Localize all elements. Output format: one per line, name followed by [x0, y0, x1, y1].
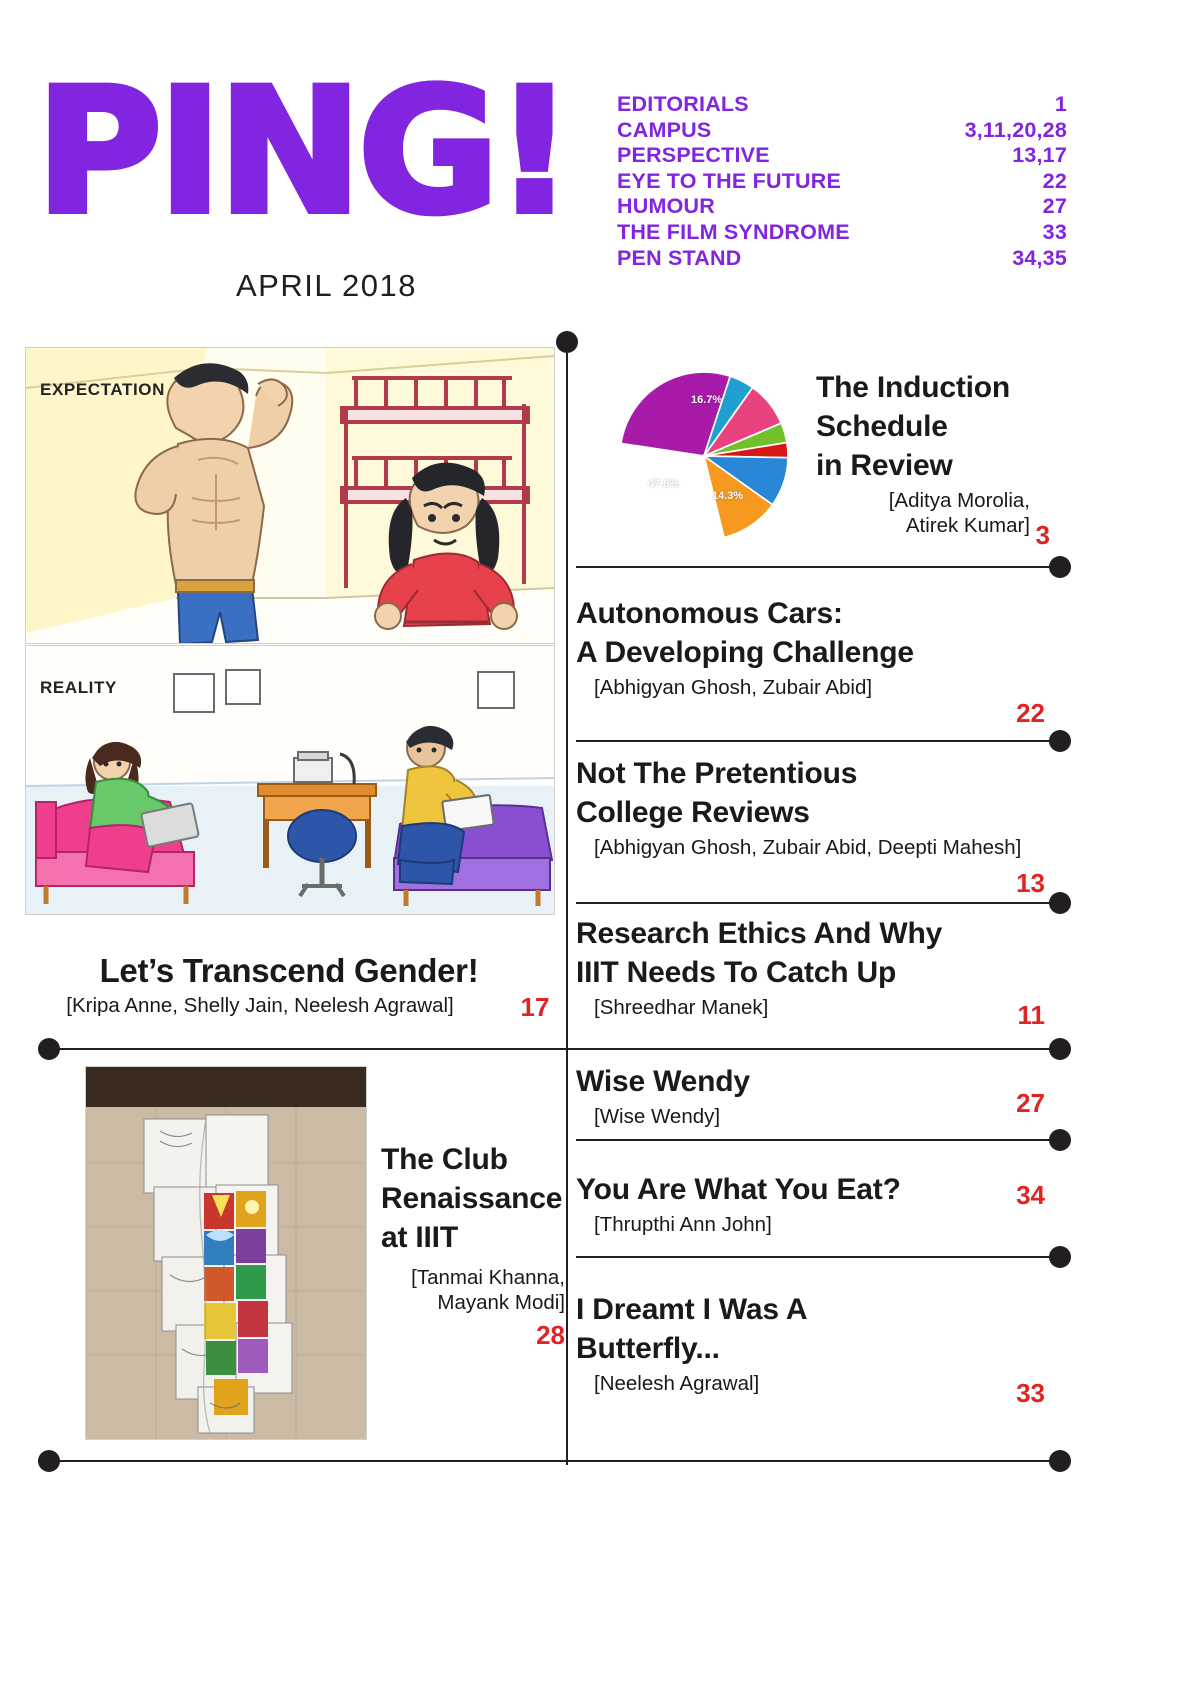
entry-title-line1: Wise Wendy [576, 1065, 750, 1098]
divider-dot [1049, 892, 1071, 914]
toc-row[interactable] [617, 92, 1067, 118]
toc-row[interactable] [617, 246, 1067, 272]
entry-authors: [Abhigyan Ghosh, Zubair Abid, Deepti Mahesh] [594, 836, 1022, 859]
toc-section-pages: 33 [1042, 219, 1067, 244]
entry-title-line1: Autonomous Cars: [576, 597, 843, 630]
divider-dot [1049, 556, 1071, 578]
toc-section-pages: 1 [1054, 92, 1067, 116]
entry-authors: [Neelesh Agrawal] [594, 1372, 760, 1395]
panel-label-reality: REALITY [40, 678, 117, 697]
issue-date: APRIL 2018 [236, 268, 418, 303]
vertical-divider [566, 345, 568, 1465]
entry-page-research-ethics: 11 [1017, 1000, 1045, 1030]
toc-section-name: PERSPECTIVE [617, 143, 770, 168]
toc-section-pages: 34,35 [1012, 245, 1067, 270]
toc-row[interactable] [617, 220, 1067, 246]
section-index [617, 92, 1067, 271]
entry-authors: [Wise Wendy] [594, 1105, 721, 1128]
pie-label-green: 47.6% [648, 478, 680, 490]
illustration-expectation [25, 347, 555, 644]
entry-you-are-what-you-eat[interactable] [576, 1170, 976, 1237]
toc-section-pages: 3,11,20,28 [964, 117, 1067, 142]
entry-title-line2: A Developing Challenge [576, 636, 914, 669]
entry-title-line2: College Reviews [576, 796, 810, 829]
entry-page-induction-schedule: 3 [1035, 520, 1050, 550]
footer-divider [38, 1460, 1061, 1462]
divider-dot [1049, 1129, 1071, 1151]
feature-authors-club [330, 1265, 565, 1315]
toc-section-name: EYE TO THE FUTURE [617, 168, 841, 193]
entry-research-ethics[interactable] [576, 914, 1046, 1020]
chart-induction-pie [578, 368, 806, 544]
entry-wise-wendy[interactable] [576, 1062, 976, 1129]
toc-row[interactable] [617, 118, 1067, 144]
entry-title-line2: Butterfly... [576, 1332, 720, 1365]
toc-section-name: THE FILM SYNDROME [617, 219, 850, 244]
entry-divider [576, 902, 1061, 904]
entry-page-you-are-what-you-eat: 34 [1016, 1180, 1045, 1210]
divider-dot [556, 331, 578, 353]
entry-i-dreamt-i-was-a-butterfly[interactable] [576, 1290, 996, 1396]
entry-induction-schedule[interactable] [816, 368, 1066, 538]
entry-authors-line2: Atirek Kumar] [905, 514, 1030, 537]
ping-logo: PING! [36, 51, 570, 252]
feature-page-gender: 17 [520, 992, 550, 1022]
entry-page-college-reviews: 13 [1016, 868, 1045, 898]
entry-page-autonomous-cars: 22 [1016, 698, 1045, 728]
feature-authors-club-line2: Mayank Modi] [437, 1291, 565, 1314]
feature-title-gender[interactable]: Let’s Transcend Gender! [99, 952, 479, 989]
feature-authors-club-line1: [Tanmai Khanna, [411, 1266, 565, 1289]
feature-title-club[interactable]: The Club Renaissance at IIIT [381, 1143, 563, 1254]
toc-section-pages: 22 [1042, 168, 1067, 193]
entry-title-line1: Research Ethics And Why [576, 917, 943, 950]
toc-section-name: HUMOUR [617, 194, 715, 219]
pie-label-orange: 14.3% [712, 490, 744, 502]
entry-title-line1: You Are What You Eat? [576, 1173, 901, 1206]
panel-label-expectation: EXPECTATION [40, 380, 165, 399]
entry-title-line2: IIIT Needs To Catch Up [576, 956, 897, 989]
entry-divider [576, 740, 1061, 742]
toc-section-name: CAMPUS [617, 117, 712, 142]
divider-dot [38, 1038, 60, 1060]
entry-authors: [Thrupthi Ann John] [594, 1213, 772, 1236]
divider-dot [1049, 1450, 1071, 1472]
toc-row[interactable] [617, 169, 1067, 195]
divider-dot [1049, 1246, 1071, 1268]
entry-title-line1: Not The Pretentious [576, 757, 858, 790]
feature-authors-gender: [Kripa Anne, Shelly Jain, Neelesh Agrawal] [66, 994, 454, 1017]
feature-page-club: 28 [536, 1320, 565, 1350]
illustration-reality [25, 645, 555, 915]
toc-row[interactable] [617, 194, 1067, 220]
entry-divider [576, 566, 1061, 568]
entry-divider [38, 1048, 1061, 1050]
entry-title-line2: Schedule [816, 410, 948, 443]
divider-dot [38, 1450, 60, 1472]
divider-dot [1049, 1038, 1071, 1060]
toc-row[interactable] [617, 143, 1067, 169]
entry-authors: [Abhigyan Ghosh, Zubair Abid] [594, 676, 873, 699]
entry-divider [576, 1256, 1061, 1258]
masthead [0, 0, 1191, 330]
entry-page-i-dreamt-i-was-a-butterfly: 33 [1016, 1378, 1045, 1408]
entry-authors-line1: [Aditya Morolia, [888, 489, 1030, 512]
toc-section-pages: 27 [1042, 194, 1067, 219]
toc-section-name: PEN STAND [617, 245, 742, 270]
photo-club-renaissance [85, 1066, 367, 1440]
divider-dot [1049, 730, 1071, 752]
entry-authors: [Shreedhar Manek] [594, 996, 769, 1019]
entry-autonomous-cars[interactable] [576, 594, 1046, 700]
entry-page-wise-wendy: 27 [1016, 1088, 1045, 1118]
entry-college-reviews[interactable] [576, 754, 1056, 860]
toc-section-name: EDITORIALS [617, 92, 749, 116]
entry-divider [576, 1139, 1061, 1141]
entry-title-line1: I Dreamt I Was A [576, 1293, 808, 1326]
club-collage-photo [86, 1067, 366, 1439]
entry-title-line3: in Review [816, 449, 953, 482]
pie-label-purple: 16.7% [691, 394, 723, 406]
toc-section-pages: 13,17 [1012, 143, 1067, 168]
entry-title-line1: The Induction [816, 371, 1011, 404]
